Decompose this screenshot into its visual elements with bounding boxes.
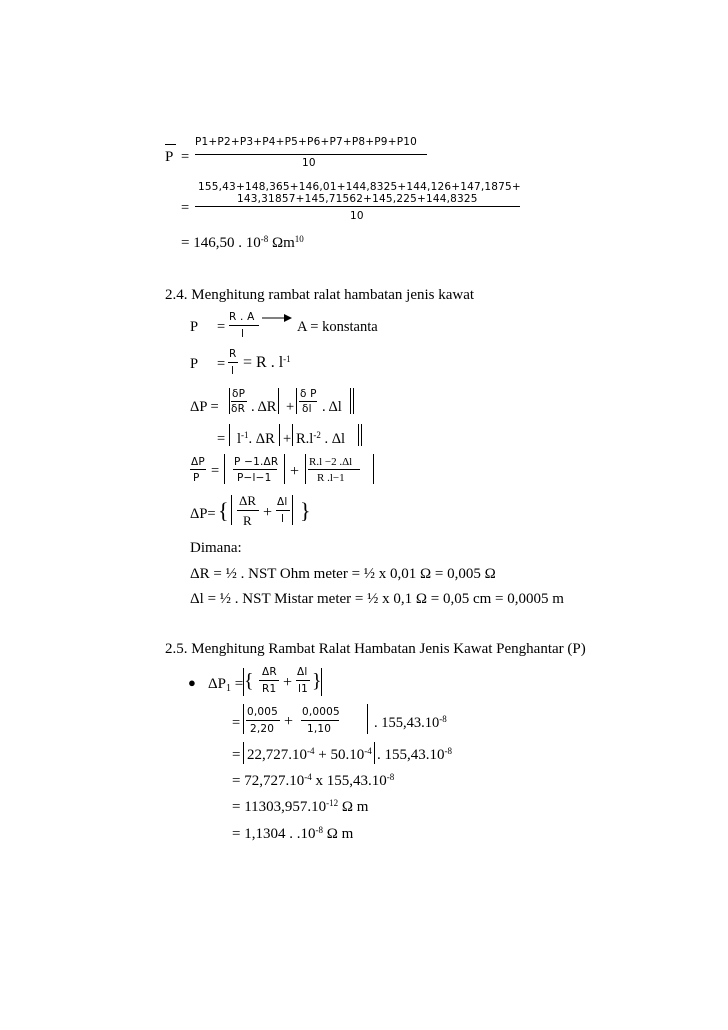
fraction-numerator: 0,0005	[302, 706, 340, 718]
mean-result: = 146,50 . $10^{-8}$ $\Omega m^{10}$	[181, 234, 304, 251]
fraction-bar	[296, 680, 310, 681]
brace-close: }	[312, 670, 322, 692]
p-symbol: P	[190, 319, 199, 335]
product-line: = $72,727.10^{-4}$ x $155,43.10^{-8}$	[232, 772, 395, 789]
section-heading: 2.5. Menghitung Rambat Ralat Hambatan Jenis Kawat Penghantar (P)	[165, 641, 586, 657]
fraction-denominator: R	[243, 513, 252, 528]
abs-bar	[243, 742, 244, 764]
abs-bar	[373, 454, 374, 484]
times-delta-r: . ΔR	[251, 399, 277, 415]
equals-sign: =	[217, 431, 226, 447]
sum-numerator-line2: 143,31857+145,71562+145,225+144,8325	[237, 193, 478, 205]
sum-term-a: $22,727.10^{-4} + 50.10^{-4}$	[247, 746, 372, 763]
fraction-bar	[195, 154, 427, 155]
fraction-bar	[276, 510, 290, 511]
times-value: . $155,43.10^{-8}$	[377, 746, 452, 763]
fraction-bar	[229, 325, 259, 326]
p-bar-symbol: P	[165, 149, 174, 165]
abs-bar	[243, 704, 244, 734]
fraction-denominator: R .l−1	[317, 472, 345, 484]
abs-bar	[292, 495, 293, 525]
p-symbol: P	[190, 356, 199, 372]
abs-bar	[367, 704, 368, 734]
fraction-numerator: 0,005	[247, 706, 279, 718]
fraction-denominator: l1	[298, 683, 308, 695]
abs-bar	[278, 388, 279, 414]
fraction-numerator: R.l −2 .Δl	[309, 456, 353, 468]
fraction-numerator: Δl	[277, 496, 288, 508]
dimana-label: Dimana:	[190, 540, 242, 556]
fraction-denominator: R1	[262, 683, 277, 695]
fraction-denominator: l	[241, 328, 245, 340]
fraction-numerator: ΔR	[262, 666, 277, 678]
abs-bar	[292, 424, 293, 446]
abs-bar	[279, 424, 280, 446]
delta-l-definition: Δl = ½ . NST Mistar meter = ½ x 0,1 Ω = 0,05 cm = 0,0005 m	[190, 591, 564, 607]
fraction-denominator: 1,10	[307, 723, 332, 735]
fraction-numerator: P1+P2+P3+P4+P5+P6+P7+P8+P9+P10	[195, 136, 417, 148]
equals-sign: =	[232, 715, 241, 731]
abs-bar	[374, 742, 375, 764]
plus-sign: +	[286, 399, 295, 415]
fraction-numerator: δP	[232, 388, 246, 400]
equals-sign: =	[181, 149, 190, 165]
l-inverse-term: $l^{-1}$. ΔR	[237, 430, 275, 447]
fraction-bar	[228, 362, 238, 363]
fraction-bar	[190, 469, 206, 470]
equals-sign: =	[232, 747, 241, 763]
delta-p-label: ΔP=	[190, 506, 216, 522]
times-delta-l: . Δl	[322, 399, 342, 415]
fraction-numerator: R . A	[229, 311, 255, 323]
plus-sign: +	[283, 674, 293, 691]
brace-close: }	[300, 498, 311, 523]
abs-bar	[229, 388, 230, 414]
sum-numerator-line1: 155,43+148,365+146,01+144,8325+144,126+147,1875+	[198, 181, 521, 193]
fraction-bar	[231, 401, 247, 402]
abs-bar	[350, 388, 351, 414]
fraction-bar	[308, 469, 360, 470]
fraction-denominator: 10	[302, 157, 316, 169]
abs-bar	[321, 668, 322, 696]
fraction-numerator: P −1.ΔR	[234, 456, 279, 468]
plus-sign: +	[290, 463, 300, 480]
fraction-numerator: δ P	[300, 388, 317, 400]
plus-sign: +	[263, 504, 273, 521]
r-times-l-inverse: = R . $l^{-1}$	[243, 354, 291, 371]
product-result: = $11303,957.10^{-12}$ Ω m	[232, 798, 369, 815]
plus-sign: +	[284, 713, 294, 730]
abs-bar	[284, 454, 285, 484]
fraction-denominator: l	[281, 513, 285, 525]
abs-bar	[353, 388, 354, 414]
abs-bar	[305, 454, 306, 484]
equals-sign: =	[217, 356, 226, 372]
abs-bar	[296, 388, 297, 414]
equals-sign: =	[211, 463, 220, 479]
delta-p-label: ΔP =	[190, 399, 219, 415]
fraction-numerator: ΔR	[239, 493, 257, 508]
fraction-numerator: ΔP	[191, 456, 205, 468]
delta-r-definition: ΔR = ½ . NST Ohm meter = ½ x 0,01 Ω = 0,005 Ω	[190, 566, 496, 582]
abs-bar	[358, 424, 359, 446]
r-l-squared-term: $R.l^{-2}$ . Δl	[296, 430, 346, 447]
equals-sign: =	[181, 200, 190, 216]
abs-bar	[224, 454, 225, 484]
fraction-bar	[237, 510, 259, 511]
fraction-bar	[246, 720, 280, 721]
plus-sign: +	[283, 431, 292, 447]
brace-open: {	[244, 670, 254, 692]
fraction-denominator: l	[231, 365, 235, 377]
fraction-denominator: δl	[302, 403, 312, 415]
times-value: . $155,43.10^{-8}$	[374, 714, 447, 731]
fraction-bar	[299, 401, 317, 402]
section-heading: 2.4. Menghitung rambat ralat hambatan jenis kawat	[165, 287, 475, 303]
abs-bar	[361, 424, 362, 446]
fraction-numerator: Δl	[297, 666, 308, 678]
fraction-bar	[259, 680, 279, 681]
fraction-denominator: δR	[231, 403, 246, 415]
overline	[165, 144, 176, 145]
fraction-denominator: 2,20	[250, 723, 275, 735]
fraction-bar	[301, 720, 339, 721]
fraction-bar	[233, 469, 277, 470]
fraction-bar	[195, 206, 520, 207]
abs-bar	[231, 495, 232, 525]
fraction-denominator: 10	[350, 210, 364, 222]
final-result: = 1,1304 . $.10^{-8}$ Ω m	[232, 825, 354, 842]
abs-bar	[229, 424, 230, 446]
delta-p1-label: $\Delta P_1$ =	[208, 676, 244, 694]
fraction-denominator: P−l−1	[237, 472, 272, 484]
fraction-denominator: P	[193, 472, 200, 484]
bullet-icon: ●	[188, 675, 196, 690]
equals-sign: =	[217, 319, 226, 335]
brace-open: {	[218, 498, 229, 523]
arrow-right-icon	[262, 313, 292, 323]
constant-note: A = konstanta	[297, 319, 378, 335]
fraction-numerator: R	[229, 348, 237, 360]
